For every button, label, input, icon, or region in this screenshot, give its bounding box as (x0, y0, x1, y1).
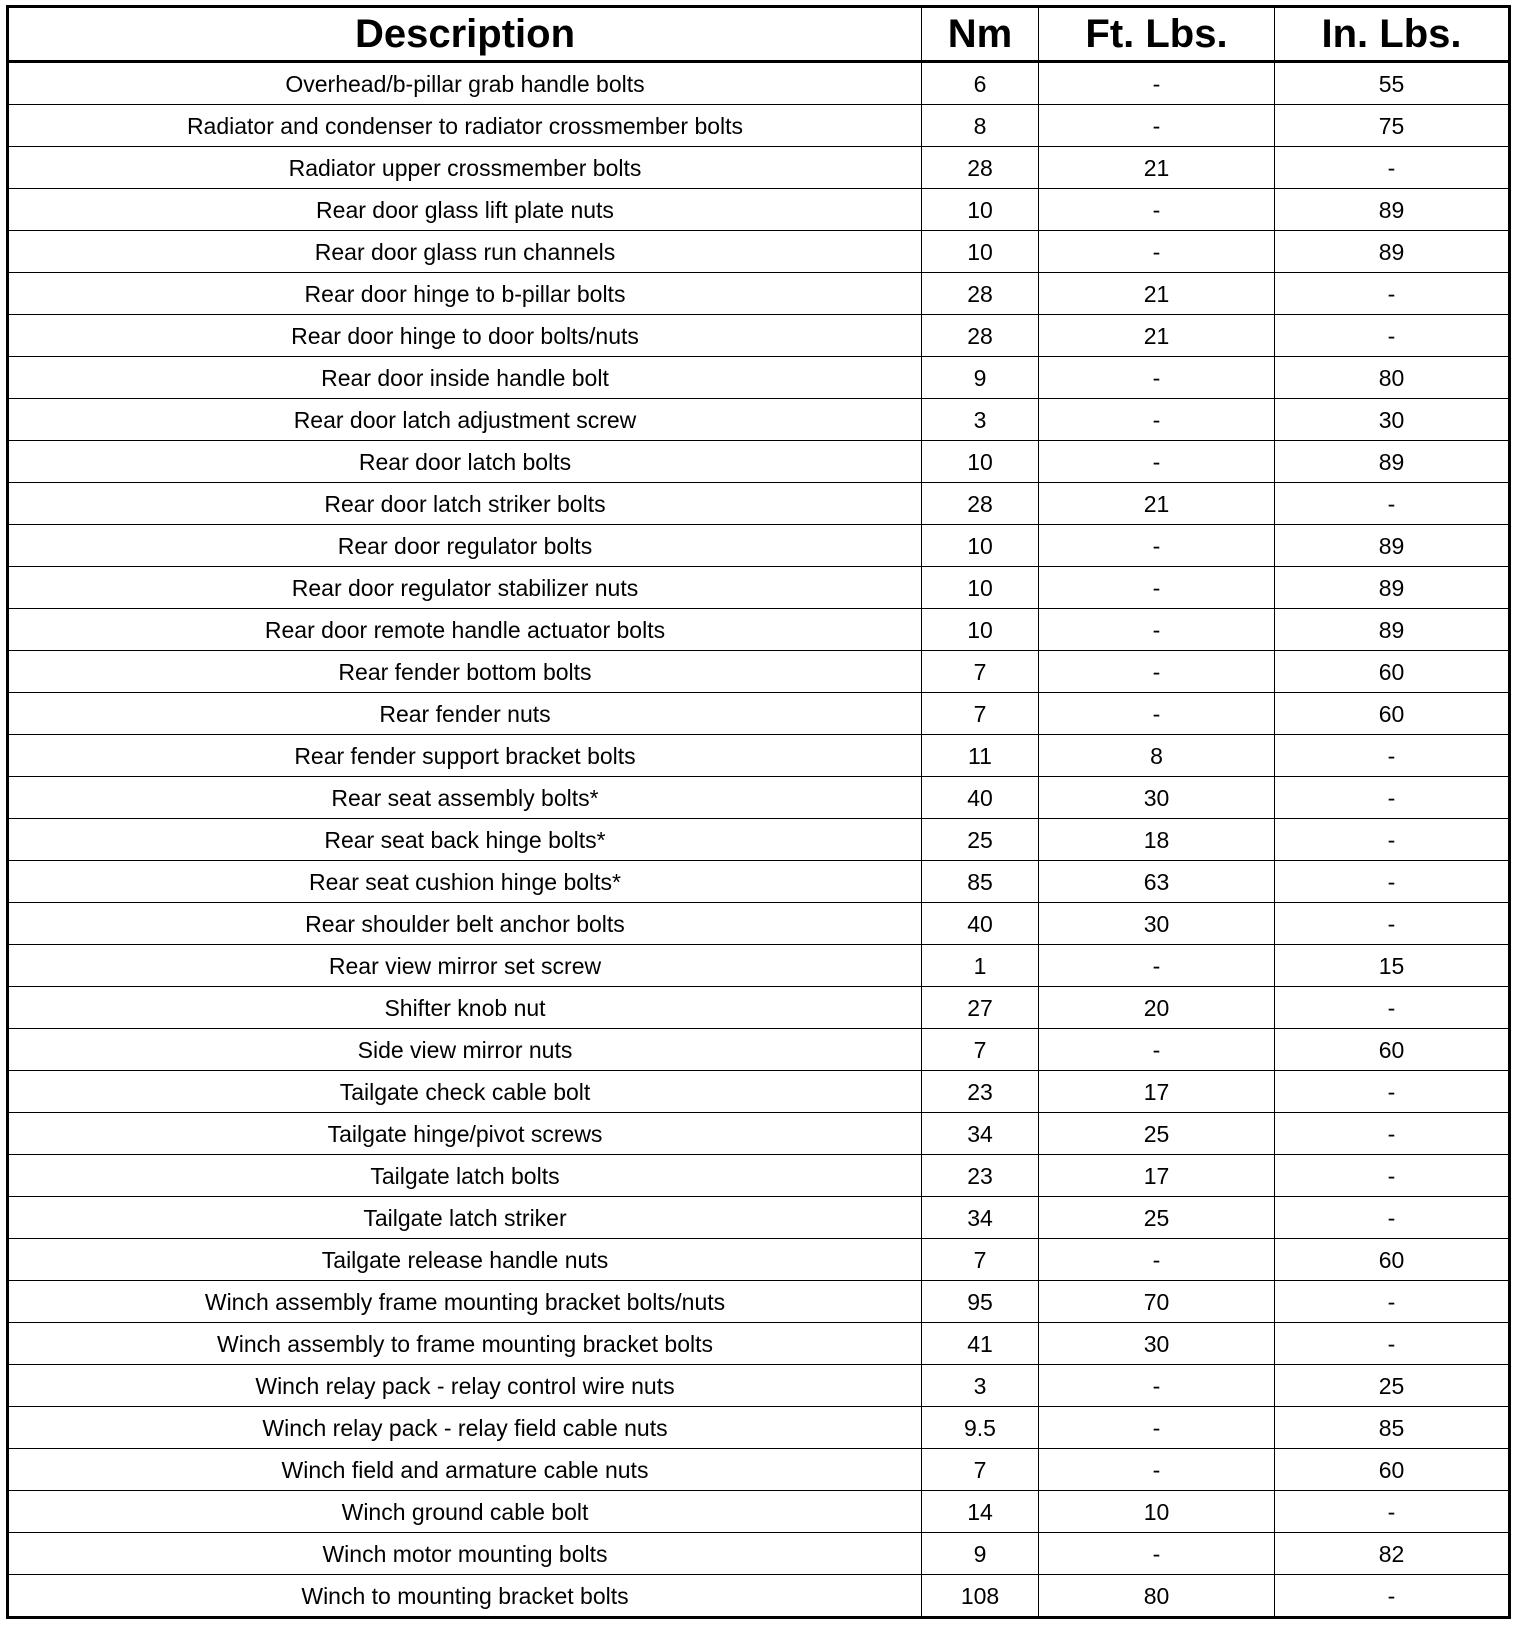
cell-ft-lbs: - (1039, 651, 1275, 693)
cell-nm: 28 (922, 315, 1039, 357)
cell-description: Rear seat cushion hinge bolts* (8, 861, 922, 903)
cell-ft-lbs: - (1039, 525, 1275, 567)
cell-in-lbs: - (1275, 1071, 1510, 1113)
table-row (8, 441, 1510, 483)
table-row (8, 1323, 1510, 1365)
cell-description: Rear door hinge to b-pillar bolts (8, 273, 922, 315)
cell-description: Winch ground cable bolt (8, 1491, 922, 1533)
cell-in-lbs: 60 (1275, 651, 1510, 693)
header-ft-lbs: Ft. Lbs. (1039, 7, 1275, 62)
cell-description: Rear shoulder belt anchor bolts (8, 903, 922, 945)
cell-ft-lbs: 80 (1039, 1575, 1275, 1618)
cell-nm: 9.5 (922, 1407, 1039, 1449)
cell-description: Rear seat assembly bolts* (8, 777, 922, 819)
table-row (8, 399, 1510, 441)
cell-in-lbs: - (1275, 735, 1510, 777)
cell-ft-lbs: 8 (1039, 735, 1275, 777)
cell-in-lbs: - (1275, 1323, 1510, 1365)
cell-description: Rear door glass run channels (8, 231, 922, 273)
cell-description: Rear fender support bracket bolts (8, 735, 922, 777)
cell-in-lbs: - (1275, 1113, 1510, 1155)
cell-nm: 3 (922, 1365, 1039, 1407)
cell-ft-lbs: - (1039, 693, 1275, 735)
cell-nm: 10 (922, 231, 1039, 273)
cell-ft-lbs: 70 (1039, 1281, 1275, 1323)
cell-nm: 9 (922, 1533, 1039, 1575)
cell-in-lbs: - (1275, 1491, 1510, 1533)
table-row (8, 525, 1510, 567)
cell-in-lbs: 82 (1275, 1533, 1510, 1575)
table-row (8, 1365, 1510, 1407)
cell-in-lbs: - (1275, 819, 1510, 861)
cell-nm: 10 (922, 441, 1039, 483)
cell-ft-lbs: - (1039, 609, 1275, 651)
cell-nm: 10 (922, 189, 1039, 231)
header-in-lbs: In. Lbs. (1275, 7, 1510, 62)
cell-description: Rear door latch adjustment screw (8, 399, 922, 441)
table-row (8, 903, 1510, 945)
cell-description: Tailgate check cable bolt (8, 1071, 922, 1113)
cell-nm: 7 (922, 1449, 1039, 1491)
cell-ft-lbs: - (1039, 567, 1275, 609)
cell-in-lbs: 15 (1275, 945, 1510, 987)
table-row (8, 1239, 1510, 1281)
cell-nm: 7 (922, 693, 1039, 735)
table-row (8, 819, 1510, 861)
cell-in-lbs: 60 (1275, 1239, 1510, 1281)
cell-nm: 10 (922, 609, 1039, 651)
table-row (8, 945, 1510, 987)
cell-in-lbs: 89 (1275, 567, 1510, 609)
cell-in-lbs: - (1275, 777, 1510, 819)
table-row (8, 1197, 1510, 1239)
table-row (8, 231, 1510, 273)
cell-in-lbs: 89 (1275, 441, 1510, 483)
table-row (8, 651, 1510, 693)
table-header (8, 7, 1510, 62)
cell-ft-lbs: - (1039, 357, 1275, 399)
table-row (8, 1155, 1510, 1197)
cell-description: Rear door regulator bolts (8, 525, 922, 567)
cell-in-lbs: 55 (1275, 62, 1510, 105)
cell-ft-lbs: - (1039, 189, 1275, 231)
cell-in-lbs: - (1275, 861, 1510, 903)
cell-ft-lbs: 17 (1039, 1155, 1275, 1197)
cell-nm: 6 (922, 62, 1039, 105)
cell-nm: 23 (922, 1071, 1039, 1113)
cell-in-lbs: 89 (1275, 189, 1510, 231)
table-row (8, 735, 1510, 777)
table-row (8, 1407, 1510, 1449)
cell-description: Side view mirror nuts (8, 1029, 922, 1071)
cell-ft-lbs: - (1039, 1239, 1275, 1281)
cell-nm: 7 (922, 1239, 1039, 1281)
cell-description: Tailgate hinge/pivot screws (8, 1113, 922, 1155)
cell-in-lbs: 25 (1275, 1365, 1510, 1407)
table-row (8, 483, 1510, 525)
table-row (8, 861, 1510, 903)
cell-description: Tailgate latch bolts (8, 1155, 922, 1197)
table-row (8, 105, 1510, 147)
cell-in-lbs: - (1275, 903, 1510, 945)
cell-ft-lbs: 25 (1039, 1197, 1275, 1239)
cell-ft-lbs: 30 (1039, 1323, 1275, 1365)
cell-ft-lbs: - (1039, 1533, 1275, 1575)
cell-description: Rear door latch bolts (8, 441, 922, 483)
cell-ft-lbs: - (1039, 945, 1275, 987)
cell-in-lbs: - (1275, 483, 1510, 525)
cell-ft-lbs: - (1039, 1407, 1275, 1449)
cell-ft-lbs: 30 (1039, 777, 1275, 819)
table-row (8, 609, 1510, 651)
cell-in-lbs: 85 (1275, 1407, 1510, 1449)
cell-nm: 34 (922, 1197, 1039, 1239)
cell-ft-lbs: 30 (1039, 903, 1275, 945)
cell-nm: 10 (922, 567, 1039, 609)
cell-nm: 23 (922, 1155, 1039, 1197)
cell-description: Winch assembly frame mounting bracket bolts/nuts (8, 1281, 922, 1323)
table-row (8, 693, 1510, 735)
table-row (8, 273, 1510, 315)
cell-description: Rear door latch striker bolts (8, 483, 922, 525)
table-row (8, 1491, 1510, 1533)
cell-description: Overhead/b-pillar grab handle bolts (8, 62, 922, 105)
cell-nm: 8 (922, 105, 1039, 147)
table-row (8, 1533, 1510, 1575)
table-row (8, 777, 1510, 819)
cell-description: Tailgate latch striker (8, 1197, 922, 1239)
cell-description: Winch assembly to frame mounting bracket bolts (8, 1323, 922, 1365)
cell-nm: 10 (922, 525, 1039, 567)
cell-in-lbs: 60 (1275, 1029, 1510, 1071)
cell-ft-lbs: 63 (1039, 861, 1275, 903)
cell-ft-lbs: 10 (1039, 1491, 1275, 1533)
cell-ft-lbs: - (1039, 441, 1275, 483)
cell-nm: 7 (922, 651, 1039, 693)
cell-ft-lbs: - (1039, 105, 1275, 147)
cell-nm: 14 (922, 1491, 1039, 1533)
table-row (8, 62, 1510, 105)
cell-nm: 28 (922, 483, 1039, 525)
cell-description: Winch motor mounting bolts (8, 1533, 922, 1575)
table-row (8, 189, 1510, 231)
table-row (8, 567, 1510, 609)
cell-ft-lbs: 25 (1039, 1113, 1275, 1155)
cell-description: Rear door remote handle actuator bolts (8, 609, 922, 651)
header-description: Description (8, 7, 922, 62)
cell-nm: 9 (922, 357, 1039, 399)
cell-description: Rear fender nuts (8, 693, 922, 735)
cell-ft-lbs: - (1039, 1365, 1275, 1407)
cell-nm: 95 (922, 1281, 1039, 1323)
cell-in-lbs: 60 (1275, 693, 1510, 735)
header-nm: Nm (922, 7, 1039, 62)
cell-nm: 34 (922, 1113, 1039, 1155)
cell-description: Rear seat back hinge bolts* (8, 819, 922, 861)
cell-nm: 27 (922, 987, 1039, 1029)
cell-description: Radiator upper crossmember bolts (8, 147, 922, 189)
cell-description: Winch to mounting bracket bolts (8, 1575, 922, 1618)
cell-ft-lbs: - (1039, 399, 1275, 441)
cell-in-lbs: - (1275, 1197, 1510, 1239)
cell-description: Shifter knob nut (8, 987, 922, 1029)
cell-in-lbs: 30 (1275, 399, 1510, 441)
cell-in-lbs: - (1275, 315, 1510, 357)
cell-ft-lbs: 21 (1039, 315, 1275, 357)
cell-in-lbs: - (1275, 1155, 1510, 1197)
cell-in-lbs: 80 (1275, 357, 1510, 399)
cell-ft-lbs: - (1039, 62, 1275, 105)
cell-nm: 108 (922, 1575, 1039, 1618)
cell-in-lbs: - (1275, 987, 1510, 1029)
cell-in-lbs: 60 (1275, 1449, 1510, 1491)
table-row (8, 1071, 1510, 1113)
table-row (8, 315, 1510, 357)
table-row (8, 1029, 1510, 1071)
cell-ft-lbs: - (1039, 1449, 1275, 1491)
cell-nm: 11 (922, 735, 1039, 777)
cell-ft-lbs: 17 (1039, 1071, 1275, 1113)
cell-nm: 28 (922, 147, 1039, 189)
table-row (8, 987, 1510, 1029)
cell-nm: 85 (922, 861, 1039, 903)
table-row (8, 1449, 1510, 1491)
table-row (8, 1575, 1510, 1618)
cell-description: Rear view mirror set screw (8, 945, 922, 987)
cell-description: Rear door regulator stabilizer nuts (8, 567, 922, 609)
cell-in-lbs: 75 (1275, 105, 1510, 147)
cell-description: Tailgate release handle nuts (8, 1239, 922, 1281)
cell-ft-lbs: 21 (1039, 483, 1275, 525)
cell-nm: 40 (922, 903, 1039, 945)
cell-ft-lbs: - (1039, 231, 1275, 273)
table-row (8, 1113, 1510, 1155)
cell-in-lbs: 89 (1275, 609, 1510, 651)
cell-nm: 1 (922, 945, 1039, 987)
torque-spec-table (6, 5, 1511, 1619)
cell-ft-lbs: 20 (1039, 987, 1275, 1029)
table-row (8, 1281, 1510, 1323)
cell-in-lbs: - (1275, 273, 1510, 315)
cell-nm: 3 (922, 399, 1039, 441)
cell-description: Winch relay pack - relay control wire nuts (8, 1365, 922, 1407)
cell-in-lbs: - (1275, 147, 1510, 189)
cell-nm: 28 (922, 273, 1039, 315)
table-row (8, 147, 1510, 189)
cell-description: Rear door glass lift plate nuts (8, 189, 922, 231)
cell-ft-lbs: - (1039, 1029, 1275, 1071)
table-row (8, 357, 1510, 399)
cell-ft-lbs: 21 (1039, 147, 1275, 189)
cell-in-lbs: - (1275, 1281, 1510, 1323)
cell-description: Rear door inside handle bolt (8, 357, 922, 399)
cell-description: Rear door hinge to door bolts/nuts (8, 315, 922, 357)
cell-nm: 25 (922, 819, 1039, 861)
cell-nm: 7 (922, 1029, 1039, 1071)
cell-in-lbs: - (1275, 1575, 1510, 1618)
cell-ft-lbs: 21 (1039, 273, 1275, 315)
table-body (8, 62, 1510, 1618)
cell-in-lbs: 89 (1275, 231, 1510, 273)
header-row (8, 7, 1510, 62)
cell-nm: 41 (922, 1323, 1039, 1365)
cell-description: Winch relay pack - relay field cable nuts (8, 1407, 922, 1449)
cell-in-lbs: 89 (1275, 525, 1510, 567)
cell-ft-lbs: 18 (1039, 819, 1275, 861)
cell-description: Winch field and armature cable nuts (8, 1449, 922, 1491)
cell-nm: 40 (922, 777, 1039, 819)
cell-description: Radiator and condenser to radiator crossmember bolts (8, 105, 922, 147)
cell-description: Rear fender bottom bolts (8, 651, 922, 693)
